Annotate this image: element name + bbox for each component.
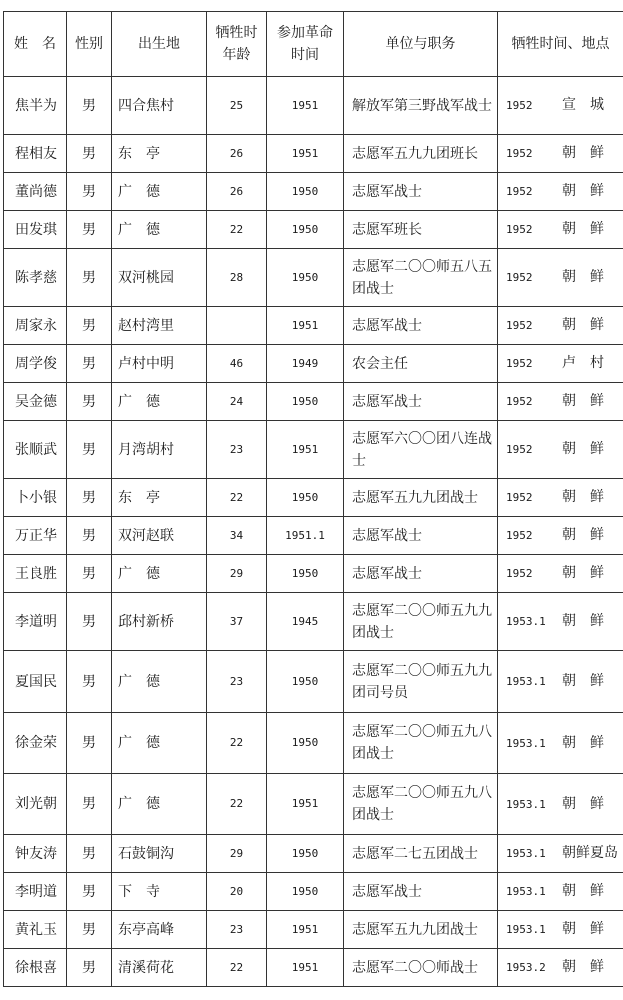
death-place: 朝 鲜 <box>562 795 604 812</box>
cell-death <box>498 383 623 421</box>
cell-sex: 男 <box>67 421 112 479</box>
table-row <box>4 307 623 345</box>
cell-death <box>498 873 623 911</box>
table-row <box>4 173 623 211</box>
header-unit: 单位与职务 <box>344 12 498 77</box>
cell-join: 1951 <box>267 774 344 835</box>
death-year: 1952 <box>506 357 533 370</box>
martyrs-table <box>3 11 623 987</box>
cell-sex: 男 <box>67 949 112 987</box>
cell-unit: 志愿军二〇〇师五九九团战士 <box>344 593 498 651</box>
header-row <box>4 12 623 77</box>
cell-join: 1950 <box>267 479 344 517</box>
cell-birthplace: 东亭高峰 <box>112 911 207 949</box>
cell-name: 卜小银 <box>4 479 67 517</box>
death-year: 1952 <box>506 99 533 112</box>
death-place: 宣 城 <box>562 97 604 113</box>
cell-birthplace: 月湾胡村 <box>112 421 207 479</box>
cell-age: 29 <box>207 835 267 873</box>
cell-unit: 农会主任 <box>344 345 498 383</box>
cell-sex: 男 <box>67 835 112 873</box>
cell-sex: 男 <box>67 135 112 173</box>
cell-death <box>498 173 623 211</box>
cell-birthplace: 东 亭 <box>112 135 207 173</box>
cell-name: 徐根喜 <box>4 949 67 987</box>
cell-birthplace: 四合焦村 <box>112 77 207 135</box>
cell-join: 1951 <box>267 911 344 949</box>
cell-name: 陈孝慈 <box>4 249 67 307</box>
cell-age: 29 <box>207 555 267 593</box>
table-row <box>4 713 623 774</box>
cell-join: 1950 <box>267 249 344 307</box>
death-year: 1953.1 <box>506 885 546 898</box>
cell-death <box>498 249 623 307</box>
cell-sex: 男 <box>67 173 112 211</box>
cell-birthplace: 广 德 <box>112 383 207 421</box>
table-row <box>4 911 623 949</box>
cell-birthplace: 广 德 <box>112 774 207 835</box>
death-place: 朝 鲜 <box>562 441 604 457</box>
table-body <box>4 77 623 987</box>
cell-sex: 男 <box>67 211 112 249</box>
cell-name: 刘光朝 <box>4 774 67 835</box>
cell-unit: 志愿军五九九团战士 <box>344 479 498 517</box>
death-year: 1953.1 <box>506 847 546 860</box>
death-place: 朝 鲜 <box>562 269 604 285</box>
death-year: 1952 <box>506 147 533 160</box>
cell-join: 1950 <box>267 713 344 774</box>
death-place: 朝鲜夏岛 <box>562 845 618 861</box>
cell-name: 董尚德 <box>4 173 67 211</box>
cell-sex: 男 <box>67 517 112 555</box>
death-year: 1953.1 <box>506 615 546 628</box>
table-row <box>4 345 623 383</box>
cell-unit: 解放军第三野战军战士 <box>344 77 498 135</box>
cell-sex: 男 <box>67 593 112 651</box>
table-row <box>4 249 623 307</box>
cell-age: 23 <box>207 651 267 713</box>
header-age: 牺牲时 年龄 <box>207 12 267 77</box>
table-row <box>4 774 623 835</box>
cell-unit: 志愿军二七五团战士 <box>344 835 498 873</box>
cell-join: 1951 <box>267 949 344 987</box>
death-place: 朝 鲜 <box>562 527 604 543</box>
cell-death <box>498 911 623 949</box>
death-year: 1953.1 <box>506 675 546 688</box>
cell-age: 34 <box>207 517 267 555</box>
death-year: 1953.2 <box>506 961 546 974</box>
cell-sex: 男 <box>67 307 112 345</box>
death-year: 1953.1 <box>506 797 546 811</box>
cell-death <box>498 713 623 774</box>
cell-join: 1951 <box>267 135 344 173</box>
header-death: 牺牲时间、地点 <box>498 12 623 77</box>
cell-age: 46 <box>207 345 267 383</box>
cell-age: 22 <box>207 211 267 249</box>
cell-unit: 志愿军二〇〇师五九八团战士 <box>344 713 498 774</box>
table-row <box>4 77 623 135</box>
cell-death <box>498 77 623 135</box>
cell-sex: 男 <box>67 383 112 421</box>
death-place: 朝 鲜 <box>562 959 604 975</box>
cell-join: 1950 <box>267 873 344 911</box>
death-year: 1952 <box>506 319 533 332</box>
cell-join: 1950 <box>267 651 344 713</box>
cell-age: 28 <box>207 249 267 307</box>
header-sex: 性别 <box>67 12 112 77</box>
cell-unit: 志愿军战士 <box>344 517 498 555</box>
cell-death <box>498 135 623 173</box>
header-name: 姓 名 <box>4 12 67 77</box>
death-place: 朝 鲜 <box>562 673 604 689</box>
cell-unit: 志愿军五九九团战士 <box>344 911 498 949</box>
death-place: 朝 鲜 <box>562 183 604 199</box>
table-row <box>4 651 623 713</box>
header-join: 参加革命 时间 <box>267 12 344 77</box>
death-place: 朝 鲜 <box>562 393 604 409</box>
table-row <box>4 593 623 651</box>
death-year: 1953.1 <box>506 923 546 936</box>
cell-birthplace: 广 德 <box>112 173 207 211</box>
death-year: 1952 <box>506 223 533 236</box>
cell-birthplace: 东 亭 <box>112 479 207 517</box>
death-year: 1953.1 <box>506 736 546 750</box>
cell-join: 1950 <box>267 173 344 211</box>
cell-age: 22 <box>207 479 267 517</box>
cell-name: 周家永 <box>4 307 67 345</box>
cell-age: 24 <box>207 383 267 421</box>
cell-name: 夏国民 <box>4 651 67 713</box>
table-row <box>4 135 623 173</box>
cell-name: 张顺武 <box>4 421 67 479</box>
death-place: 朝 鲜 <box>562 921 604 937</box>
cell-name: 万正华 <box>4 517 67 555</box>
table-row <box>4 383 623 421</box>
cell-unit: 志愿军二〇〇师五九九团司号员 <box>344 651 498 713</box>
cell-birthplace: 广 德 <box>112 211 207 249</box>
table-row <box>4 949 623 987</box>
cell-join: 1950 <box>267 835 344 873</box>
cell-sex: 男 <box>67 713 112 774</box>
cell-death <box>498 345 623 383</box>
cell-name: 王良胜 <box>4 555 67 593</box>
death-place: 朝 鲜 <box>562 317 604 333</box>
cell-join: 1950 <box>267 383 344 421</box>
death-year: 1952 <box>506 567 533 580</box>
table-row <box>4 873 623 911</box>
cell-join: 1945 <box>267 593 344 651</box>
cell-join: 1951 <box>267 307 344 345</box>
cell-birthplace: 邱村新桥 <box>112 593 207 651</box>
cell-birthplace: 清溪荷花 <box>112 949 207 987</box>
cell-unit: 志愿军二〇〇师五九八团战士 <box>344 774 498 835</box>
cell-join: 1951.1 <box>267 517 344 555</box>
cell-death <box>498 593 623 651</box>
death-place: 朝 鲜 <box>562 734 604 751</box>
cell-death <box>498 651 623 713</box>
cell-birthplace: 下 寺 <box>112 873 207 911</box>
cell-name: 李明道 <box>4 873 67 911</box>
cell-name: 黄礼玉 <box>4 911 67 949</box>
cell-death <box>498 774 623 835</box>
table-row <box>4 211 623 249</box>
cell-sex: 男 <box>67 555 112 593</box>
death-place: 朝 鲜 <box>562 613 604 629</box>
death-year: 1952 <box>506 271 533 284</box>
cell-name: 周学俊 <box>4 345 67 383</box>
death-place: 朝 鲜 <box>562 565 604 581</box>
death-year: 1952 <box>506 529 533 542</box>
cell-death <box>498 835 623 873</box>
cell-age <box>207 307 267 345</box>
table-row <box>4 555 623 593</box>
cell-sex: 男 <box>67 77 112 135</box>
cell-death <box>498 949 623 987</box>
cell-age: 22 <box>207 949 267 987</box>
cell-death <box>498 211 623 249</box>
table-row <box>4 421 623 479</box>
cell-unit: 志愿军战士 <box>344 555 498 593</box>
cell-birthplace: 广 德 <box>112 555 207 593</box>
cell-death <box>498 307 623 345</box>
cell-unit: 志愿军战士 <box>344 873 498 911</box>
cell-unit: 志愿军五九九团班长 <box>344 135 498 173</box>
death-place: 卢 村 <box>562 355 604 371</box>
cell-age: 23 <box>207 911 267 949</box>
cell-sex: 男 <box>67 345 112 383</box>
cell-unit: 志愿军六〇〇团八连战士 <box>344 421 498 479</box>
cell-death <box>498 555 623 593</box>
cell-name: 田发琪 <box>4 211 67 249</box>
cell-age: 26 <box>207 135 267 173</box>
cell-birthplace: 广 德 <box>112 651 207 713</box>
cell-age: 23 <box>207 421 267 479</box>
cell-name: 李道明 <box>4 593 67 651</box>
cell-sex: 男 <box>67 249 112 307</box>
cell-death <box>498 479 623 517</box>
cell-age: 20 <box>207 873 267 911</box>
cell-age: 22 <box>207 774 267 835</box>
cell-sex: 男 <box>67 479 112 517</box>
cell-unit: 志愿军班长 <box>344 211 498 249</box>
cell-join: 1949 <box>267 345 344 383</box>
cell-birthplace: 赵村湾里 <box>112 307 207 345</box>
cell-join: 1951 <box>267 77 344 135</box>
cell-sex: 男 <box>67 651 112 713</box>
cell-sex: 男 <box>67 911 112 949</box>
death-year: 1952 <box>506 185 533 198</box>
death-place: 朝 鲜 <box>562 221 604 237</box>
cell-sex: 男 <box>67 774 112 835</box>
cell-join: 1951 <box>267 421 344 479</box>
cell-join: 1950 <box>267 555 344 593</box>
cell-unit: 志愿军战士 <box>344 383 498 421</box>
death-year: 1952 <box>506 491 533 504</box>
cell-join: 1950 <box>267 211 344 249</box>
cell-sex: 男 <box>67 873 112 911</box>
table-row <box>4 479 623 517</box>
cell-birthplace: 双河桃园 <box>112 249 207 307</box>
table-row <box>4 835 623 873</box>
death-year: 1952 <box>506 395 533 408</box>
cell-age: 25 <box>207 77 267 135</box>
cell-birthplace: 石鼓铜沟 <box>112 835 207 873</box>
cell-name: 焦半为 <box>4 77 67 135</box>
cell-age: 37 <box>207 593 267 651</box>
cell-unit: 志愿军二〇〇师战士 <box>344 949 498 987</box>
cell-birthplace: 广 德 <box>112 713 207 774</box>
cell-unit: 志愿军战士 <box>344 173 498 211</box>
death-place: 朝 鲜 <box>562 489 604 505</box>
table-row <box>4 517 623 555</box>
cell-birthplace: 双河赵联 <box>112 517 207 555</box>
cell-death <box>498 517 623 555</box>
death-place: 朝 鲜 <box>562 883 604 899</box>
cell-name: 程相友 <box>4 135 67 173</box>
cell-birthplace: 卢村中明 <box>112 345 207 383</box>
cell-name: 钟友涛 <box>4 835 67 873</box>
cell-age: 22 <box>207 713 267 774</box>
cell-death <box>498 421 623 479</box>
cell-unit: 志愿军战士 <box>344 307 498 345</box>
cell-name: 徐金荣 <box>4 713 67 774</box>
header-birthplace: 出生地 <box>112 12 207 77</box>
death-year: 1952 <box>506 443 533 456</box>
cell-age: 26 <box>207 173 267 211</box>
death-place: 朝 鲜 <box>562 145 604 161</box>
cell-unit: 志愿军二〇〇师五八五团战士 <box>344 249 498 307</box>
cell-name: 吴金德 <box>4 383 67 421</box>
